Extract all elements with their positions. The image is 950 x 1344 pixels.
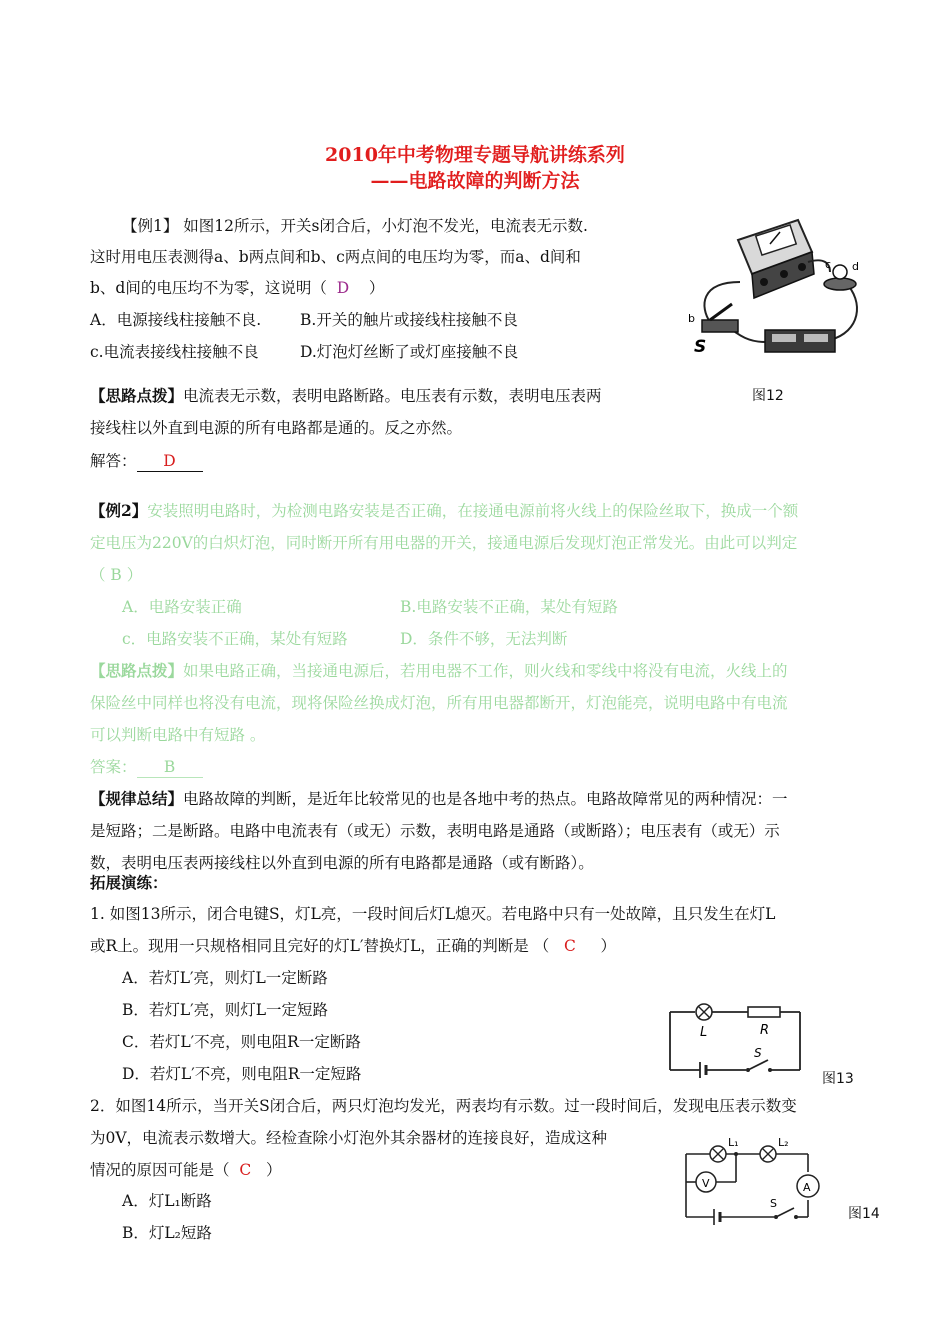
ex1-label: 【例1】 [122, 217, 179, 235]
q2-line3 [90, 1160, 282, 1180]
q1-line2 [90, 936, 616, 956]
page-subtitle: ——电路故障的判断方法 [370, 170, 580, 192]
q1-option-a: A．若灯L′亮，则灯L一定断路 [122, 969, 328, 987]
ex1-solution-label: 解答： [90, 452, 137, 470]
ex1-solution [90, 451, 203, 472]
ex2-line3: （ B ） [90, 566, 143, 584]
ex1-hint-text1: 电流表无示数，表明电路断路。电压表有示数，表明电压表两 [183, 387, 602, 405]
practice-heading: 拓展演练： [90, 873, 168, 892]
ex2-solution-answer: B [137, 757, 203, 778]
summary-text1: 电路故障的判断，是近年比较常见的也是各地中考的热点。电路故障常见的两种情况：一 [183, 790, 788, 808]
ex1-answer: D [336, 279, 350, 297]
ex2-hint-text1: 如果电路正确，当接通电源后，若用电器不工作，则火线和零线中将没有电流，火线上的 [183, 662, 788, 680]
ex2-line1 [90, 501, 798, 521]
q2-line1: 2．如图14所示，当开关S闭合后，两只灯泡均发光，两表均有示数。过一段时间后，发现电压表示数变 [90, 1097, 797, 1115]
figure-14-switch-icon [776, 1208, 794, 1217]
ex1-line2: 这时用电压表测得a、b两点间和b、c两点间的电压均为零，而a、d间和 [90, 248, 581, 266]
q1-answer: C [564, 937, 576, 955]
q1-option-c: C．若灯L′不亮，则电阻R一定断路 [122, 1033, 361, 1051]
q2-option-b: B．灯L₂短路 [122, 1224, 212, 1242]
ex1-hint-label: 【思路点拨】 [90, 386, 184, 405]
q1-text2: 或R上。现用一只规格相同且完好的灯L′替换灯L，正确的判断是 （ [90, 937, 550, 955]
ex1-line3 [90, 278, 384, 298]
ex1-hint-line2: 接线柱以外直到电源的所有电路都是通的。反之亦然。 [90, 419, 463, 437]
figure-14-label-l1: L₁ [728, 1136, 739, 1149]
figure-14-label-a: A [803, 1181, 811, 1194]
q1-bracket: ） [600, 937, 617, 955]
figure-12-label-s: S [694, 337, 707, 357]
figure-13-label-l: L [700, 1025, 708, 1040]
ex1-bracket: ） [368, 279, 385, 297]
ex2-text1: 安装照明电路时，为检测电路安装是否正确，在接通电源前将火线上的保险丝取下，换成一个额 [147, 502, 799, 520]
summary-line2: 是短路；二是断路。电路中电流表有（或无）示数，表明电路是通路（或断路）；电压表有（或无）示 [90, 822, 780, 840]
page-title: 2010年中考物理专题导航讲练系列 [325, 144, 625, 166]
ex2-hint-line3: 可以判断电路中有短路 。 [90, 726, 266, 744]
figure-13-label-r: R [760, 1023, 770, 1038]
ex2-option-c: c．电路安装不正确，某处有短路 [122, 630, 348, 648]
ex2-hint-label: 【思路点拨】 [90, 661, 184, 680]
ex2-label: 【例2】 [90, 501, 148, 520]
figure-14-label-s: S [770, 1197, 777, 1210]
summary-label: 【规律总结】 [90, 789, 184, 808]
figure-12-label-d: d [852, 260, 859, 273]
figure-12-label-b: b [688, 312, 695, 325]
q2-line2: 为0V，电流表示数增大。经检查除小灯泡外其余器材的连接良好，造成这种 [90, 1129, 608, 1147]
figure-13-circuit [660, 990, 810, 1082]
figure-13-resistor-icon [748, 1007, 780, 1017]
figure-14-circuit [678, 1132, 838, 1228]
ex1-solution-answer: D [137, 451, 203, 472]
ex1-option-c: c.电流表接线柱接触不良 [90, 343, 259, 361]
q2-text3: 情况的原因可能是（ [90, 1161, 230, 1179]
figure-12-label-c: c [825, 258, 832, 271]
ex1-text1: 如图12所示，开关s闭合后，小灯泡不发光，电流表无示数. [178, 217, 588, 235]
figure-13-caption: 图13 [822, 1071, 854, 1087]
ex2-hint-line2: 保险丝中同样也将没有电流，现将保险丝换成灯泡，所有用电器都断开，灯泡能亮，说明电路中有电流 [90, 694, 788, 712]
ex2-hint-line1 [90, 661, 788, 681]
ex1-line1 [122, 216, 588, 236]
figure-13-label-s: S [754, 1046, 762, 1060]
ex2-solution-label: 答案： [90, 758, 137, 776]
ex1-option-d: D.灯泡灯丝断了或灯座接触不良 [300, 343, 519, 361]
q2-option-a: A．灯L₁断路 [122, 1192, 212, 1210]
summary-line1 [90, 789, 788, 809]
ex2-line2: 定电压为220V的白炽灯泡，同时断开所有用电器的开关，接通电源后发现灯泡正常发光。由此可以判定 [90, 534, 798, 552]
figure-14-label-l2: L₂ [778, 1136, 789, 1149]
ex1-hint-line1 [90, 386, 602, 406]
ex1-text3: b、d间的电压均不为零，这说明（ [90, 279, 327, 297]
ex2-solution [90, 757, 203, 778]
figure-13-switch-icon [748, 1060, 768, 1070]
ex2-option-b: B.电路安装不正确，某处有短路 [400, 598, 618, 616]
ex2-option-a: A．电路安装正确 [122, 598, 242, 616]
summary-line3: 数，表明电压表两接线柱以外直到电源的所有电路都是通路（或有断路）。 [90, 854, 594, 872]
figure-14-label-v: V [702, 1177, 710, 1190]
q1-option-d: D．若灯L′不亮，则电阻R一定短路 [122, 1065, 362, 1083]
q1-line1: 1. 如图13所示，闭合电键S，灯L亮，一段时间后灯L熄灭。若电路中只有一处故障，且只发生在灯L [90, 905, 776, 923]
ex1-option-a: A．电源接线柱接触不良. [90, 311, 262, 329]
q2-answer: C [239, 1161, 252, 1179]
figure-14-caption: 图14 [848, 1206, 880, 1222]
figure-12-apparatus [680, 212, 870, 362]
q1-option-b: B．若灯L′亮，则灯L一定短路 [122, 1001, 328, 1019]
ex2-option-d: D．条件不够，无法判断 [400, 630, 568, 648]
figure-12-caption: 图12 [752, 388, 784, 404]
ex1-option-b: B.开关的触片或接线柱接触不良 [300, 311, 518, 329]
q2-bracket: ） [266, 1161, 282, 1179]
